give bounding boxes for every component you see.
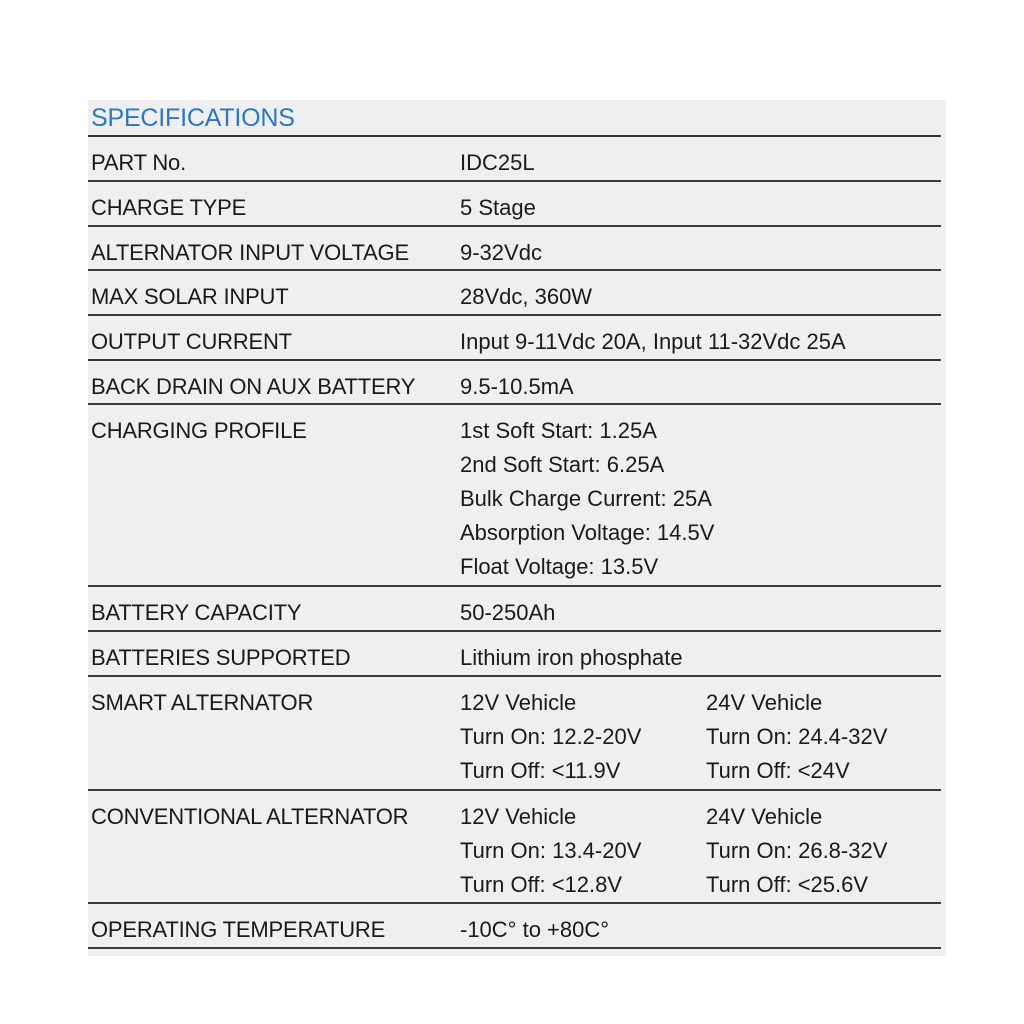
row-divider	[88, 180, 941, 182]
row-divider	[88, 359, 941, 361]
spec-line: Turn On: 24.4-32V	[706, 724, 888, 749]
row-divider	[88, 789, 941, 791]
row-value: 28Vdc, 360W	[460, 284, 593, 309]
row-divider	[88, 675, 941, 677]
row-label: BATTERY CAPACITY	[91, 600, 302, 625]
row-value: Lithium iron phosphate	[460, 645, 683, 670]
row-value: -10C° to +80C°	[460, 917, 610, 942]
row-label: SMART ALTERNATOR	[91, 690, 314, 715]
profile-line: Absorption Voltage: 14.5V	[460, 520, 715, 545]
spec-line: 12V Vehicle	[460, 804, 577, 829]
spec-line: Turn Off: <12.8V	[460, 872, 623, 897]
row-divider	[88, 135, 941, 137]
table-title: SPECIFICATIONS	[91, 104, 295, 132]
row-value: 9.5-10.5mA	[460, 374, 574, 399]
table-bottom-rule	[88, 947, 941, 949]
vehicle-24v-column	[706, 800, 887, 902]
row-value: 5 Stage	[460, 195, 536, 220]
spec-line: Turn On: 13.4-20V	[460, 838, 642, 863]
row-divider	[88, 585, 941, 587]
spec-line: 24V Vehicle	[706, 690, 823, 715]
profile-line: 1st Soft Start: 1.25A	[460, 418, 657, 443]
profile-line: Float Voltage: 13.5V	[460, 554, 659, 579]
row-label: MAX SOLAR INPUT	[91, 284, 289, 309]
row-value: 9-32Vdc	[460, 240, 542, 265]
row-label: BATTERIES SUPPORTED	[91, 645, 351, 670]
spec-line: Turn Off: <24V	[706, 758, 850, 783]
row-value: 50-250Ah	[460, 600, 556, 625]
spec-line: Turn On: 26.8-32V	[706, 838, 888, 863]
row-value: Input 9-11Vdc 20A, Input 11-32Vdc 25A	[460, 329, 846, 354]
row-value: IDC25L	[460, 150, 535, 175]
row-divider	[88, 314, 941, 316]
row-label: OPERATING TEMPERATURE	[91, 917, 386, 942]
spec-line: Turn Off: <25.6V	[706, 872, 869, 897]
spec-line: 24V Vehicle	[706, 804, 823, 829]
row-label: BACK DRAIN ON AUX BATTERY	[91, 374, 416, 399]
row-label: CHARGE TYPE	[91, 195, 247, 220]
row-label: CHARGING PROFILE	[91, 418, 307, 443]
vehicle-24v-column	[706, 686, 887, 788]
row-divider	[88, 225, 941, 227]
row-divider	[88, 630, 941, 632]
vehicle-12v-column	[460, 800, 641, 902]
row-label: PART No.	[91, 150, 186, 175]
row-label: ALTERNATOR INPUT VOLTAGE	[91, 240, 409, 265]
spec-line: 12V Vehicle	[460, 690, 577, 715]
row-label: CONVENTIONAL ALTERNATOR	[91, 804, 409, 829]
profile-line: Bulk Charge Current: 25A	[460, 486, 712, 511]
row-divider	[88, 269, 941, 271]
row-value-list	[460, 414, 714, 584]
row-divider	[88, 902, 941, 904]
row-label: OUTPUT CURRENT	[91, 329, 292, 354]
vehicle-12v-column	[460, 686, 641, 788]
specifications-table	[88, 100, 946, 956]
row-divider	[88, 403, 941, 405]
spec-line: Turn On: 12.2-20V	[460, 724, 642, 749]
spec-line: Turn Off: <11.9V	[460, 758, 621, 783]
profile-line: 2nd Soft Start: 6.25A	[460, 452, 665, 477]
